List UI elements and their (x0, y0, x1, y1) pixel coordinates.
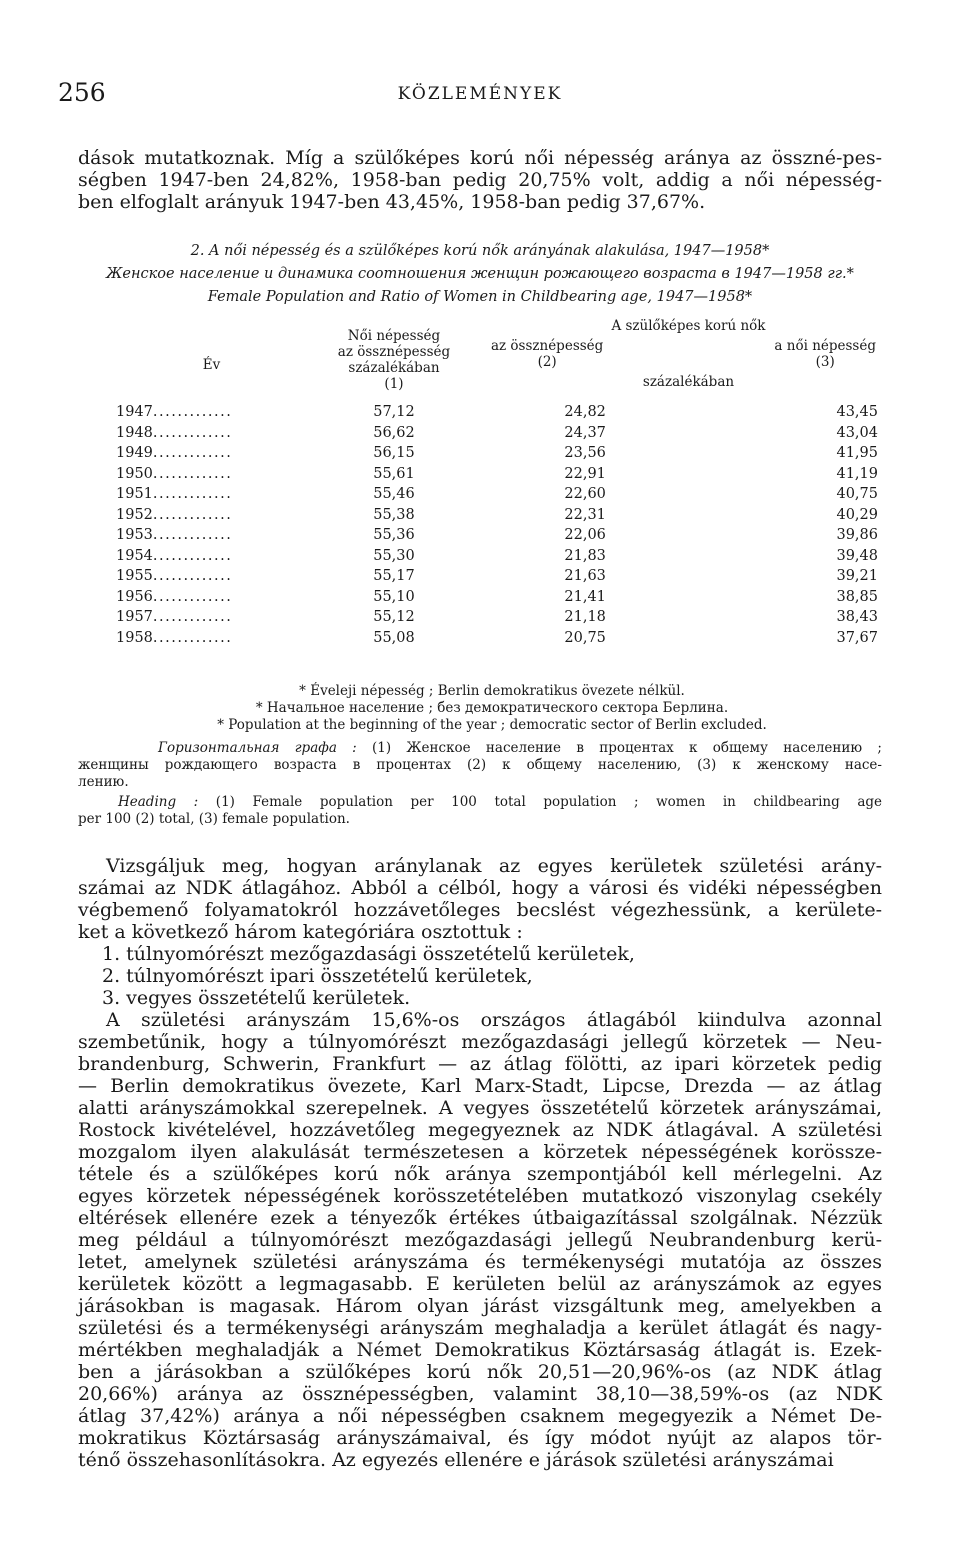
female-share-cell: 55,36 (373, 527, 415, 543)
year-cell: 1951............. (116, 486, 233, 502)
year-cell: 1947............. (116, 404, 233, 420)
text-line: átlag 37,42%) aránya a női népességben csaknem megegyezik a Német De- (78, 1405, 882, 1427)
text-line: egyes körzetek népességének korösszetételében mutatkozó viszonylag csekély (78, 1185, 882, 1207)
childbearing-total-cell: 24,37 (564, 424, 606, 441)
childbearing-total-cell: 22,31 (564, 506, 606, 523)
year-cell: 1948............. (116, 424, 233, 441)
text-line: ben a járásokban a szülőképes korú nők 20,51—20,96%-os (az NDK átlag (78, 1361, 882, 1383)
col1-header-line: Női népesség (347, 328, 441, 344)
text-line: szembetűnik, hogy a túlnyomórészt mezőgazdasági jellegű körzetek — Neu- (78, 1031, 882, 1053)
heading-note-english (78, 794, 882, 828)
childbearing-female-cell: 41,19 (836, 465, 878, 482)
childbearing-female-cell: 38,85 (836, 588, 878, 605)
group-header (481, 318, 896, 392)
col1-header-line: (1) (384, 376, 404, 392)
text-line: számai az NDK átlagához. Abból a célból, hogy a városi és vidéki népességben (78, 877, 882, 899)
text-line: mokratikus Köztársaság arányszámaival, és így módot nyújt az alapos tör- (78, 1427, 882, 1449)
footnote-english: * Population at the beginning of the year ; democratic sector of Berlin excluded. (217, 717, 767, 733)
childbearing-female-cell: 40,75 (836, 486, 878, 502)
body-text (78, 855, 882, 1471)
table-row (116, 443, 896, 464)
childbearing-female-cell: 39,86 (836, 527, 878, 543)
footnotes (102, 683, 882, 734)
text-line: járásokban is magasak. Három olyan járást vizsgáltunk meg, amelyekben a (78, 1295, 882, 1317)
year-cell: 1952............. (116, 506, 233, 523)
col1-header-line: százalékában (348, 360, 440, 376)
col3-header (774, 338, 876, 370)
text-line: A születési arányszám 15,6%-os országos átlagából kiindulva azonnal (106, 1009, 882, 1031)
text-line: 3. vegyes összetételű kerületek. (102, 987, 411, 1009)
page-header (58, 78, 882, 114)
female-share-cell: 56,62 (373, 424, 415, 441)
childbearing-total-cell: 23,56 (564, 445, 606, 461)
table-row (116, 566, 896, 587)
shared-footer: százalékában (642, 374, 735, 390)
year-cell: 1954............. (116, 547, 233, 564)
text-line: brandenburg, Schwerin, Frankfurt — az átlag fölötti, az ipari körzetek pedig (78, 1053, 882, 1075)
female-share-cell: 55,61 (373, 465, 415, 482)
text-line: 20,66%) aránya az össznépességben, valamint 38,10—38,59%-os (az NDK (78, 1383, 882, 1405)
col2-header-line: (2) (537, 354, 557, 370)
text-line: ségben 1947-ben 24,82%, 1958-ban pedig 20,75% volt, addig a női népesség- (78, 169, 882, 191)
table-row (116, 587, 896, 608)
heading-line: Горизонтальная графа : (1) Женское население в процентах к общему населению ; (158, 740, 882, 756)
table-caption (78, 240, 882, 309)
childbearing-total-cell: 20,75 (564, 629, 606, 646)
text-line: ben elfoglalt arányuk 1947-ben 43,45%, 1958-ban pedig 37,67%. (78, 191, 706, 213)
col2-header (491, 338, 603, 370)
childbearing-total-cell: 24,82 (564, 404, 606, 420)
col1-header-line: az össznépesség (337, 344, 451, 360)
col3-header-line: a női népesség (774, 338, 876, 354)
table-row (116, 525, 896, 546)
table-header-row (116, 318, 896, 392)
year-cell: 1957............. (116, 609, 233, 625)
footnote-hungarian: * Évelejі népesség ; Berlin demokratikus övezete nélkül. (299, 683, 685, 699)
childbearing-female-cell: 38,43 (836, 609, 878, 625)
heading-line: лению. (78, 774, 129, 790)
text-line: dások mutatkoznak. Míg a szülőképes korú női népesség aránya az összné-pes- (78, 147, 882, 169)
text-line: Rostock kivételével, hozzávetőleg megegyeznek az NDK átlagával. A születési (78, 1119, 882, 1141)
heading-line: per 100 (2) total, (3) female population. (78, 811, 350, 827)
heading-note-russian (78, 740, 882, 791)
year-cell: 1958............. (116, 629, 233, 646)
text-line: születési és a termékenységi arányszám meghaladja a kerület átlagát és nagy- (78, 1317, 882, 1339)
year-cell: 1950............. (116, 465, 233, 482)
table-row (116, 402, 896, 423)
table-row (116, 546, 896, 567)
running-title: KÖZLEMÉNYEK (397, 84, 563, 104)
text-line: alatti arányszámokkal szerepelnek. A vegyes összetételű körzetek arányszámai, (78, 1097, 882, 1119)
childbearing-total-cell: 21,83 (564, 547, 606, 564)
text-line: 1. túlnyomórészt mezőgazdasági összetételű kerületek, (102, 943, 635, 965)
text-line: mozgalom ilyen alakulását természetesen a körzetek népességének korössze- (78, 1141, 882, 1163)
table-row (116, 464, 896, 485)
text-line: letet, amelynek születési arányszáma és termékenységi mutatója az összes (78, 1251, 882, 1273)
group-header-title: A szülőképes korú nők (611, 318, 766, 334)
caption-russian: Женское население и динамика соотношения женщин рожающего возраста в 1947—1958 гг.* (106, 266, 854, 282)
childbearing-total-cell: 22,91 (564, 465, 606, 482)
year-header: Év (202, 357, 221, 373)
childbearing-female-cell: 41,95 (836, 445, 878, 461)
childbearing-female-cell: 39,21 (836, 568, 878, 584)
table-row (116, 423, 896, 444)
table-row (116, 607, 896, 628)
childbearing-total-cell: 22,06 (564, 527, 606, 543)
table-row (116, 484, 896, 505)
text-line: — Berlin demokratikus övezete, Karl Marx-Stadt, Lipcse, Drezda — az átlag (78, 1075, 882, 1097)
childbearing-female-cell: 37,67 (836, 629, 878, 646)
female-share-cell: 55,17 (373, 568, 415, 584)
year-cell: 1956............. (116, 588, 233, 605)
text-line: ket a következő három kategóriára osztottuk : (78, 921, 523, 943)
page-number: 256 (58, 78, 106, 107)
female-share-cell: 55,38 (373, 506, 415, 523)
childbearing-total-cell: 22,60 (564, 486, 606, 502)
female-share-cell: 55,12 (373, 609, 415, 625)
female-share-cell: 55,08 (373, 629, 415, 646)
col3-header-line: (3) (815, 354, 835, 370)
caption-english: Female Population and Ratio of Women in Childbearing age, 1947—1958* (207, 289, 753, 305)
table-row (116, 505, 896, 526)
childbearing-female-cell: 40,29 (836, 506, 878, 523)
female-share-cell: 55,46 (373, 486, 415, 502)
population-table (116, 318, 896, 648)
female-share-cell: 56,15 (373, 445, 415, 461)
year-cell: 1953............. (116, 527, 233, 543)
text-line: 2. túlnyomórészt ipari összetételű kerületek, (102, 965, 533, 987)
text-line: Vizsgáljuk meg, hogyan aránylanak az egyes kerületek születési arány- (106, 855, 882, 877)
intro-paragraph (78, 147, 882, 213)
year-cell: 1955............. (116, 568, 233, 584)
col2-header-line: az össznépesség (490, 338, 604, 354)
childbearing-female-cell: 43,04 (836, 424, 878, 441)
text-line: meg például a túlnyomórészt mezőgazdasági jellegű Neubrandenburg kerü- (78, 1229, 882, 1251)
heading-line: женщины рождающего возраста в процентах (2) к общему населению, (3) к женскому насе- (78, 757, 882, 773)
heading-label: Горизонтальная графа : (158, 740, 357, 756)
table-row (116, 628, 896, 649)
childbearing-total-cell: 21,18 (564, 609, 606, 625)
text-line: eltérések ellenére ezek a tényezők értékes útbaigazítással szolgálnak. Nézzük (78, 1207, 882, 1229)
childbearing-female-cell: 43,45 (836, 404, 878, 420)
heading-label: Heading : (118, 794, 199, 810)
text-line: tétele és a szülőképes korú nők aránya szempontjából kell mérlegelni. Az (78, 1163, 882, 1185)
childbearing-total-cell: 21,63 (564, 568, 606, 584)
col1-header (307, 318, 481, 392)
childbearing-total-cell: 21,41 (564, 588, 606, 605)
text-line: ténő összehasonlításokra. Az egyezés ellenére e járások születési arányszámai (78, 1449, 834, 1471)
caption-hungarian: 2. A női népesség és a szülőképes korú nők arányának alakulása, 1947—1958* (190, 243, 770, 259)
heading-line: Heading : (1) Female population per 100 total population ; women in childbearing age (118, 794, 882, 810)
text-line: mértékben meghaladják a Német Demokratikus Köztársaság átlagát is. Ezek- (78, 1339, 882, 1361)
female-share-cell: 55,10 (373, 588, 415, 605)
year-cell: 1949............. (116, 445, 233, 461)
female-share-cell: 57,12 (373, 404, 415, 420)
childbearing-female-cell: 39,48 (836, 547, 878, 564)
text-line: végbemenő folyamatokról hozzávetőleges becslést végezhessünk, a kerülete- (78, 899, 882, 921)
text-line: kerületek között a legmagasabb. E kerületen belül az arányszámok az egyes (78, 1273, 882, 1295)
female-share-cell: 55,30 (373, 547, 415, 564)
footnote-russian: * Начальное население ; без демократического сектора Берлина. (255, 700, 729, 716)
